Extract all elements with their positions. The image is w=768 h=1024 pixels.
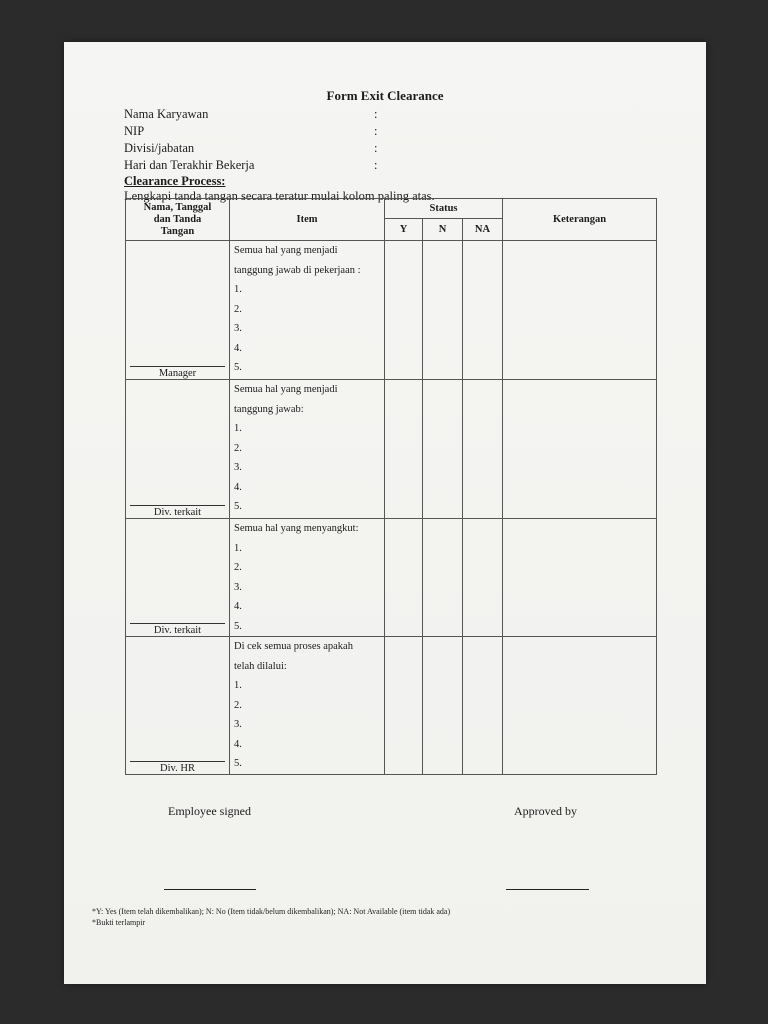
item-line: 4. (234, 342, 242, 354)
signature-line (130, 366, 225, 367)
item-cell (230, 380, 385, 519)
footnotes (92, 906, 450, 928)
item-line: 1. (234, 680, 242, 691)
signature-cell[interactable] (126, 637, 230, 775)
signature-cell[interactable] (126, 519, 230, 637)
item-line: Semua hal yang menjadi (234, 245, 338, 256)
field-colon: : (374, 141, 378, 155)
field-row (124, 123, 384, 140)
footnote-evidence: *Bukti terlampir (92, 918, 146, 927)
item-line: 5. (234, 620, 242, 632)
status-na-cell[interactable] (463, 241, 503, 380)
item-line: Semua hal yang menjadi (234, 384, 338, 395)
header-name-line: Nama, Tanggal (143, 201, 212, 213)
item-line: 5. (234, 362, 242, 373)
keterangan-cell[interactable] (503, 637, 657, 775)
keterangan-cell[interactable] (503, 241, 657, 380)
header-keterangan: Keterangan (503, 199, 657, 241)
item-line: tanggung jawab di pekerjaan : (234, 264, 361, 276)
signer-label: Div. HR (160, 763, 195, 774)
signature-cell[interactable] (126, 241, 230, 380)
employee-signature-line (164, 889, 256, 890)
signer-label: Manager (158, 368, 197, 379)
signature-line (130, 505, 225, 506)
table-row (126, 637, 657, 775)
table-row (126, 380, 657, 519)
approver-signature-line (506, 889, 589, 890)
keterangan-cell[interactable] (503, 380, 657, 519)
field-label-nama: Nama Karyawan (124, 107, 209, 121)
item-cell (230, 519, 385, 637)
item-line: 3. (234, 323, 242, 334)
header-item: Item (230, 199, 385, 241)
status-na-cell[interactable] (463, 637, 503, 775)
item-line: 5. (234, 758, 242, 769)
item-line: 1. (234, 284, 242, 295)
item-line: 5. (234, 501, 242, 512)
signer-label: Div. terkait (153, 507, 202, 518)
status-y-cell[interactable] (385, 380, 423, 519)
footnote-legend: *Y: Yes (Item telah dikembalikan); N: No (Item tidak/belum dikembalikan); NA: Not Available (item tidak ada) (92, 907, 451, 916)
item-line: 3. (234, 581, 242, 593)
form-title: Form Exit Clearance (326, 88, 444, 103)
employee-signed-label: Employee signed (168, 804, 251, 818)
field-row (124, 140, 384, 157)
field-label-nip: NIP (124, 124, 145, 138)
clearance-process-title: Clearance Process: (124, 174, 226, 188)
field-colon: : (374, 107, 378, 121)
item-line: Di cek semua proses apakah (234, 641, 353, 652)
header-y: Y (385, 219, 423, 241)
header-status: Status (385, 199, 503, 219)
approved-by-label: Approved by (514, 804, 577, 818)
header-name-line: dan Tanda (153, 213, 202, 225)
status-y-cell[interactable] (385, 519, 423, 637)
status-n-cell[interactable] (423, 241, 463, 380)
field-row (124, 157, 384, 174)
clearance-instruction: Lengkapi tanda tangan secara teratur mulai kolom paling atas. (124, 189, 435, 203)
field-label-hari: Hari dan Terakhir Bekerja (124, 158, 255, 172)
item-cell (230, 241, 385, 380)
item-cell (230, 637, 385, 775)
signature-line (130, 761, 225, 762)
status-y-cell[interactable] (385, 637, 423, 775)
field-label-divisi: Divisi/jabatan (124, 141, 195, 155)
item-line: 2. (234, 699, 242, 711)
item-line: 3. (234, 719, 242, 730)
item-line: telah dilalui: (234, 660, 287, 672)
item-line: 3. (234, 462, 242, 473)
status-n-cell[interactable] (423, 519, 463, 637)
table-row (126, 241, 657, 380)
item-line: Semua hal yang menyangkut: (234, 523, 359, 534)
table-row (126, 519, 657, 637)
field-row (124, 106, 384, 123)
keterangan-cell[interactable] (503, 519, 657, 637)
signature-cell[interactable] (126, 380, 230, 519)
paper-sheet (64, 42, 706, 984)
status-na-cell[interactable] (463, 380, 503, 519)
header-name (126, 199, 230, 241)
item-line: tanggung jawab: (234, 403, 304, 415)
employee-fields (124, 106, 384, 174)
status-n-cell[interactable] (423, 380, 463, 519)
status-na-cell[interactable] (463, 519, 503, 637)
status-n-cell[interactable] (423, 637, 463, 775)
item-line: 1. (234, 423, 242, 434)
item-line: 4. (234, 601, 242, 612)
item-line: 1. (234, 542, 242, 554)
header-name-line: Tangan (160, 225, 195, 237)
status-y-cell[interactable] (385, 241, 423, 380)
signer-label: Div. terkait (153, 625, 202, 636)
item-line: 2. (234, 303, 242, 315)
signature-line (130, 623, 225, 624)
clearance-table (125, 198, 657, 775)
field-colon: : (374, 158, 378, 172)
header-na: NA (463, 219, 503, 241)
item-line: 2. (234, 562, 242, 573)
item-line: 2. (234, 442, 242, 454)
item-line: 4. (234, 481, 242, 493)
field-colon: : (374, 124, 378, 138)
header-n: N (423, 219, 463, 241)
item-line: 4. (234, 738, 242, 750)
